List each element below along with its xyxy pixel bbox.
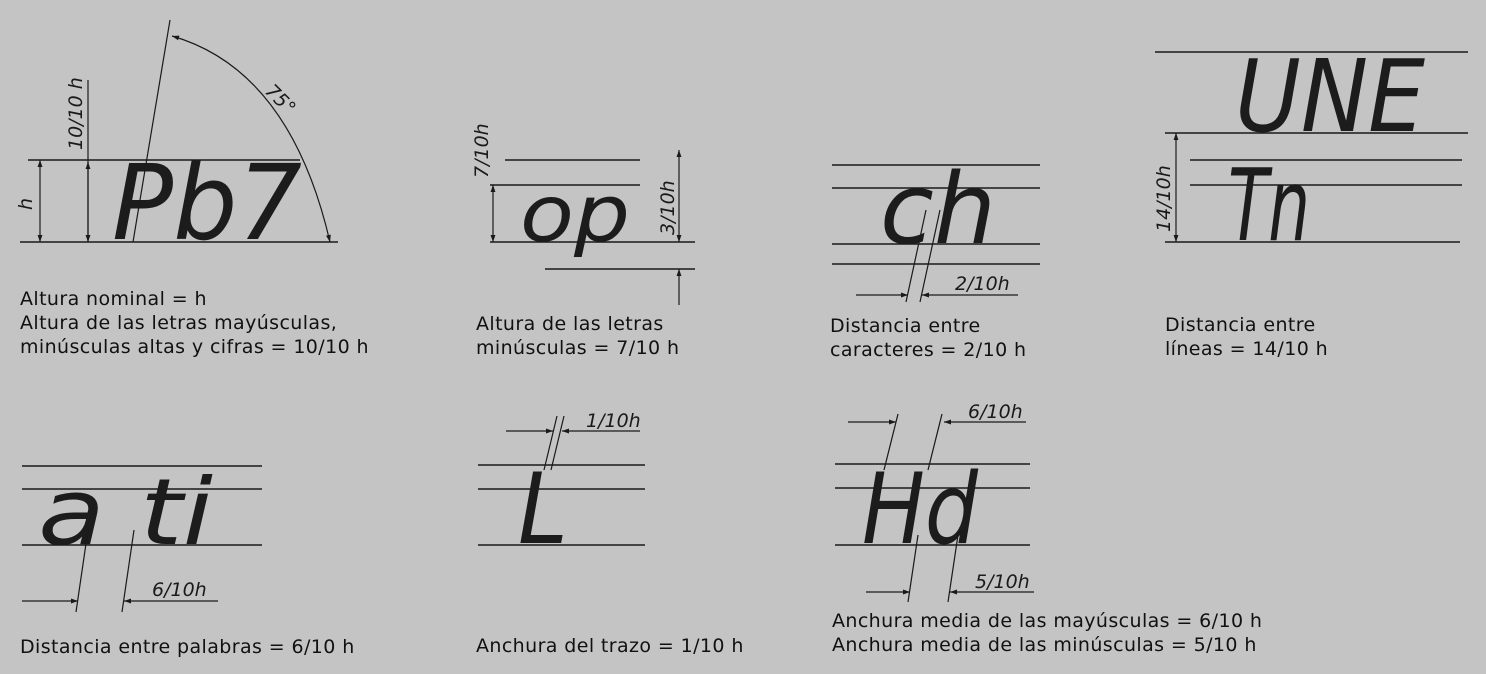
dimension-h-label: h	[15, 197, 37, 210]
figure-line-spacing	[1153, 38, 1468, 264]
caption-lowercase-height	[476, 312, 679, 360]
dimension-upper-label: 6/10h	[968, 401, 1023, 423]
sample-text-a-ti: a ti	[38, 459, 214, 566]
dimension-lower-label: 5/10h	[975, 571, 1030, 593]
figure-nominal-height	[15, 20, 338, 264]
caption-word-spacing	[20, 635, 355, 659]
caption-average-width	[832, 609, 1262, 657]
caption-char-spacing	[830, 314, 1026, 362]
sample-text-tn: Tn	[1228, 147, 1310, 264]
dimension-lower-label: 3/10h	[657, 180, 679, 235]
dimension-upper-label: 10/10 h	[65, 77, 87, 150]
dimension-label: 14/10h	[1153, 165, 1175, 232]
dimension-label: 2/10h	[955, 273, 1010, 295]
caption-line-spacing	[1165, 313, 1328, 361]
figure-stroke-width	[478, 410, 645, 567]
figure-word-spacing	[22, 459, 262, 612]
caption-line: minúsculas altas y cifras = 10/10 h	[20, 336, 369, 358]
caption-line: Altura de las letras	[476, 313, 664, 335]
sample-text-ch: ch	[880, 153, 996, 267]
dimension-upper-label: 7/10h	[471, 123, 493, 178]
sample-text-hd: Hd	[862, 453, 979, 567]
sample-text-une: UNE	[1235, 38, 1425, 155]
angle-label: 75°	[260, 79, 300, 120]
caption-line: Altura de las letras mayúsculas,	[20, 312, 338, 334]
caption-line: líneas = 14/10 h	[1165, 338, 1329, 360]
caption-line: minúsculas = 7/10 h	[476, 337, 680, 359]
caption-line: caracteres = 2/10 h	[830, 339, 1027, 361]
caption-line: Distancia entre	[1165, 314, 1316, 336]
figure-char-spacing	[832, 153, 1040, 302]
sample-text-op: op	[520, 170, 630, 260]
caption-line: Distancia entre palabras = 6/10 h	[20, 636, 355, 658]
sample-text-l: L	[518, 453, 568, 567]
dimension-label: 6/10h	[152, 579, 207, 601]
figure-average-width	[835, 401, 1034, 602]
caption-line: Distancia entre	[830, 315, 981, 337]
caption-stroke-width	[476, 634, 744, 658]
caption-nominal-height	[20, 287, 369, 359]
caption-line: Altura nominal = h	[20, 288, 207, 310]
caption-line: Anchura del trazo = 1/10 h	[476, 635, 744, 657]
dimension-label: 1/10h	[586, 410, 641, 432]
sample-text-pb7: Pb7	[112, 142, 302, 264]
caption-line: Anchura media de las minúsculas = 5/10 h	[832, 634, 1257, 656]
figure-lowercase-height	[471, 123, 695, 305]
caption-line: Anchura media de las mayúsculas = 6/10 h	[832, 610, 1263, 632]
